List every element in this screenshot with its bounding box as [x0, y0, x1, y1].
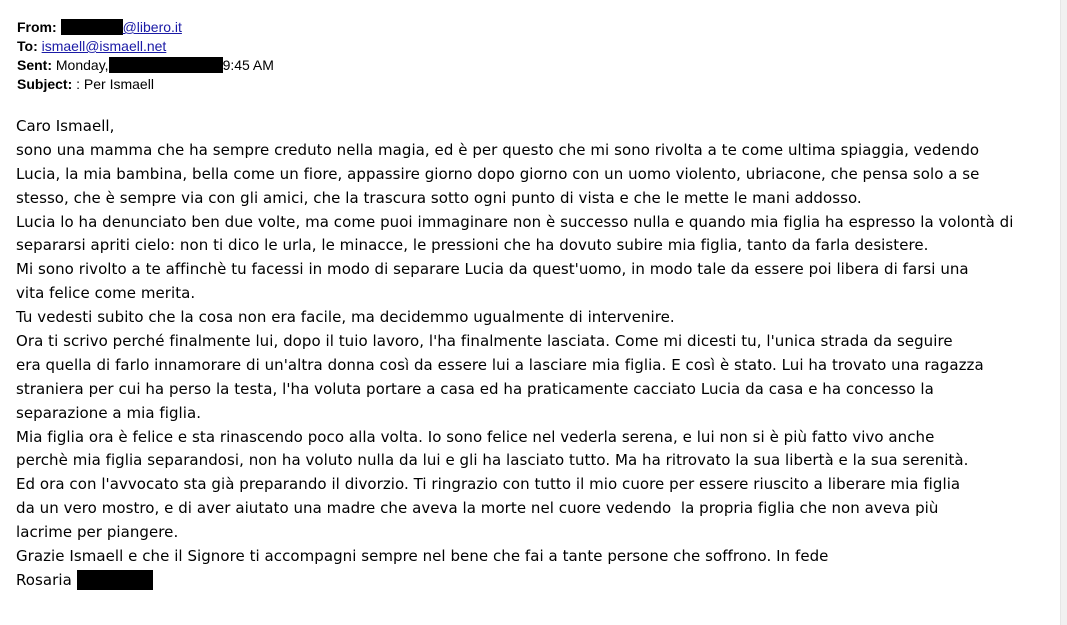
message-line: Tu vedesti subito che la cosa non era facile, ma decidemmo ugualmente di intervenire. [16, 308, 675, 327]
message-line: separazione a mia figlia. [16, 403, 202, 422]
message-line: Mia figlia ora è felice e sta rinascendo poco alla volta. Io sono felice nel vederla serena, e lui non si è più fatto vivo anche [16, 427, 935, 446]
message-line: Ora ti scrivo perché finalmente lui, dopo il tuio lavoro, l'ha finalmente lasciata. Come mi dicesti tu, l'unica strada da seguire [16, 332, 953, 351]
signature-line [16, 569, 1056, 593]
sent-time: 9:45 AM [222, 57, 274, 73]
redaction-bar [77, 570, 153, 590]
message-line: Ed ora con l'avvocato sta già preparando il divorzio. Ti ringrazio con tutto il mio cuore per essere riuscito a liberare mia figlia [16, 475, 961, 494]
to-address-link[interactable]: ismaell@ismaell.net [41, 38, 167, 54]
subject-label: Subject: [17, 76, 73, 92]
sent-day: Monday, [55, 57, 109, 73]
to-row [17, 37, 274, 56]
message-line: vita felice come merita. [16, 284, 196, 303]
sent-label: Sent: [17, 57, 52, 73]
message-line: perchè mia figlia separandosi, non ha voluto nulla da lui e gli ha lasciato tutto. Ma ha ritrovato la sua libertà e la sua serenità. [16, 451, 969, 470]
message-line: sono una mamma che ha sempre creduto nella magia, ed è per questo che mi sono rivolta a te come ultima spiaggia, vedendo [16, 140, 980, 159]
window-edge [1060, 0, 1067, 625]
message-line: lacrime per piangere. [16, 523, 179, 542]
message-line: Mi sono rivolto a te affinchè tu facessi in modo di separare Lucia da quest'uomo, in modo tale da essere poi libera di farsi una [16, 260, 969, 279]
sent-row [17, 56, 274, 75]
to-label: To: [17, 38, 38, 54]
signature-name: Rosaria [16, 570, 72, 589]
message-body [16, 115, 1056, 593]
redaction-bar [61, 19, 123, 35]
from-label: From: [17, 19, 57, 35]
message-line: stesso, che è sempre via con gli amici, che la trascura sotto ogni punto di vista e che le mette le mani addosso. [16, 188, 862, 207]
message-line: era quella di farlo innamorare di un'altra donna così da essere lui a lasciare mia figlia. E così è stato. Lui ha trovato una ragazza [16, 355, 984, 374]
email-header [17, 18, 274, 94]
from-address-link[interactable]: @libero.it [122, 19, 182, 35]
message-line: straniera per cui ha perso la testa, l'ha voluta portare a casa ed ha praticamente cacciato Lucia da casa e ha concesso la [16, 379, 934, 398]
subject-row [17, 75, 274, 94]
from-row [17, 18, 274, 37]
message-line: Lucia, la mia bambina, bella come un fiore, appassire giorno dopo giorno con un uomo violento, ubriacone, che pensa solo a se [16, 164, 980, 183]
message-line: separarsi apriti cielo: non ti dico le urla, le minacce, le pressioni che ha dovuto subire mia figlia, tanto da farla desistere. [16, 236, 929, 255]
message-line: Grazie Ismaell e che il Signore ti accompagni sempre nel bene che fai a tante persone che soffrono. In fede [16, 547, 829, 566]
redaction-bar [109, 57, 223, 73]
subject-value: : Per Ismaell [76, 76, 154, 92]
message-line: da un vero mostro, e di aver aiutato una madre che aveva la morte nel cuore vedendo la propria figlia che non aveva più [16, 499, 939, 518]
message-line: Caro Ismaell, [16, 117, 115, 135]
message-line: Lucia lo ha denunciato ben due volte, ma come puoi immaginare non è successo nulla e quando mia figlia ha espresso la volontà di [16, 212, 1014, 231]
